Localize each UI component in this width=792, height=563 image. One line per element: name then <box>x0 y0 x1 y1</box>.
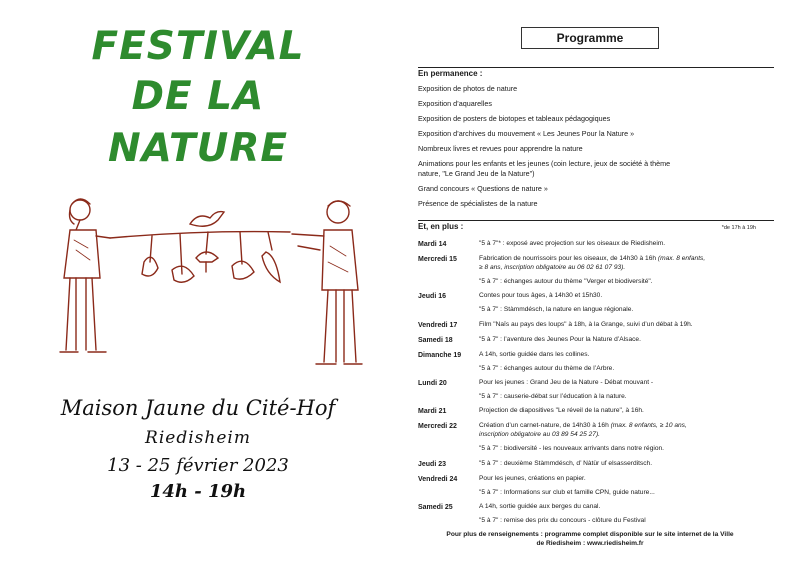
list-item: Exposition d’archives du mouvement « Les Jeunes Pour la Nature » <box>418 129 635 138</box>
festival-dates: 13 - 25 février 2023 <box>107 455 289 476</box>
event-text: "5 à 7" : échanges autour du thème "Verger et biodiversité". <box>479 278 653 285</box>
festival-hours: 14h - 19h <box>149 481 247 502</box>
programme-panel <box>396 0 792 563</box>
footer-line-1: Pour plus de renseignements : programme complet disponible sur le site internet de la Ville <box>446 531 734 538</box>
children-sketch-illustration <box>40 190 370 380</box>
programme-heading: Programme <box>521 27 659 49</box>
event-text: A 14h, sortie guidée dans les collines. <box>479 351 590 358</box>
event-text: Pour les jeunes, créations en papier. <box>479 475 586 482</box>
day-label: Vendredi 17 <box>418 322 458 329</box>
footer-line-2: de Riedisheim : www.riedisheim.fr <box>536 540 644 547</box>
day-label: Mardi 14 <box>418 241 447 248</box>
list-item: Présence de spécialistes de la nature <box>418 199 538 208</box>
list-item: Exposition de photos de nature <box>418 84 518 93</box>
event-text: "5 à 7" : Informations sur club et famille CPN, guide nature... <box>479 489 655 496</box>
permanent-heading: En permanence : <box>418 67 774 78</box>
day-label: Mercredi 15 <box>418 256 457 263</box>
list-item: Grand concours « Questions de nature » <box>418 184 548 193</box>
event-text: "5 à 7" : deuxième Stàmmdésch, d’ Nàtür uf elsasserditsch. <box>479 460 653 467</box>
day-label: Mercredi 22 <box>418 423 457 430</box>
day-label: Vendredi 24 <box>418 476 458 483</box>
venue-name: Maison Jaune du Cité-Hof <box>60 396 336 420</box>
title-line-1: FESTIVAL <box>91 24 305 69</box>
day-label: Jeudi 16 <box>418 293 447 300</box>
extra-heading: Et, en plus : <box>418 220 774 231</box>
day-label: Jeudi 23 <box>418 461 447 468</box>
event-text: "5 à 7" : biodiversité - les nouveaux arrivants dans notre région. <box>479 445 665 452</box>
event-text: ≥ 8 ans, inscription obligatoire au 06 02 61 07 93). <box>479 264 626 271</box>
list-item: Nombreux livres et revues pour apprendre la nature <box>418 144 583 153</box>
event-text: "5 à 7" : remise des prix du concours - clôture du Festival <box>479 517 646 524</box>
day-label: Samedi 25 <box>418 504 453 511</box>
town-name: Riedisheim <box>145 428 251 448</box>
time-note: *de 17h à 19h <box>721 225 756 231</box>
day-label: Samedi 18 <box>418 337 453 344</box>
event-text: Création d’un carnet-nature, de 14h30 à 16h (max. 8 enfants, ≥ 10 ans, <box>479 422 687 429</box>
event-text: Film "Naïs au pays des loups" à 18h, à la Grange, suivi d’un débat à 19h. <box>479 321 693 328</box>
list-item: Exposition d’aquarelles <box>418 99 492 108</box>
list-item: nature, "Le Grand Jeu de la Nature") <box>418 169 535 178</box>
event-text: "5 à 7"* : exposé avec projection sur les oiseaux de Riedisheim. <box>479 240 666 247</box>
event-text: "5 à 7" : Stàmmdésch, la nature en langue régionale. <box>479 306 634 313</box>
list-item: Exposition de posters de biotopes et tableaux pédagogiques <box>418 114 611 123</box>
event-text: inscription obligatoire au 03 89 54 25 27). <box>479 431 600 438</box>
event-text: Pour les jeunes : Grand Jeu de la Nature - Débat mouvant - <box>479 379 654 386</box>
event-text: A 14h, sortie guidée aux berges du canal. <box>479 503 601 510</box>
event-text: "5 à 7" : échanges autour du thème de l’Arbre. <box>479 365 615 372</box>
title-line-2: DE LA <box>131 74 265 119</box>
event-text: "5 à 7" : causerie-débat sur l’éducation à la nature. <box>479 393 627 400</box>
event-text: Fabrication de nourrissoirs pour les oiseaux, de 14h30 à 16h (max. 8 enfants, <box>479 255 706 262</box>
day-label: Dimanche 19 <box>418 352 462 359</box>
list-item: Animations pour les enfants et les jeunes (coin lecture, jeux de société à thème <box>418 159 671 168</box>
footer-info <box>418 530 762 548</box>
title-line-3: NATURE <box>107 126 289 171</box>
day-label: Mardi 21 <box>418 408 447 415</box>
event-text: Projection de diapositives "Le réveil de la nature", à 16h. <box>479 407 644 414</box>
event-text: Contes pour tous âges, à 14h30 et 15h30. <box>479 292 603 299</box>
day-label: Lundi 20 <box>418 380 447 387</box>
event-text: "5 à 7" : l’aventure des Jeunes Pour la Nature d’Alsace. <box>479 336 641 343</box>
